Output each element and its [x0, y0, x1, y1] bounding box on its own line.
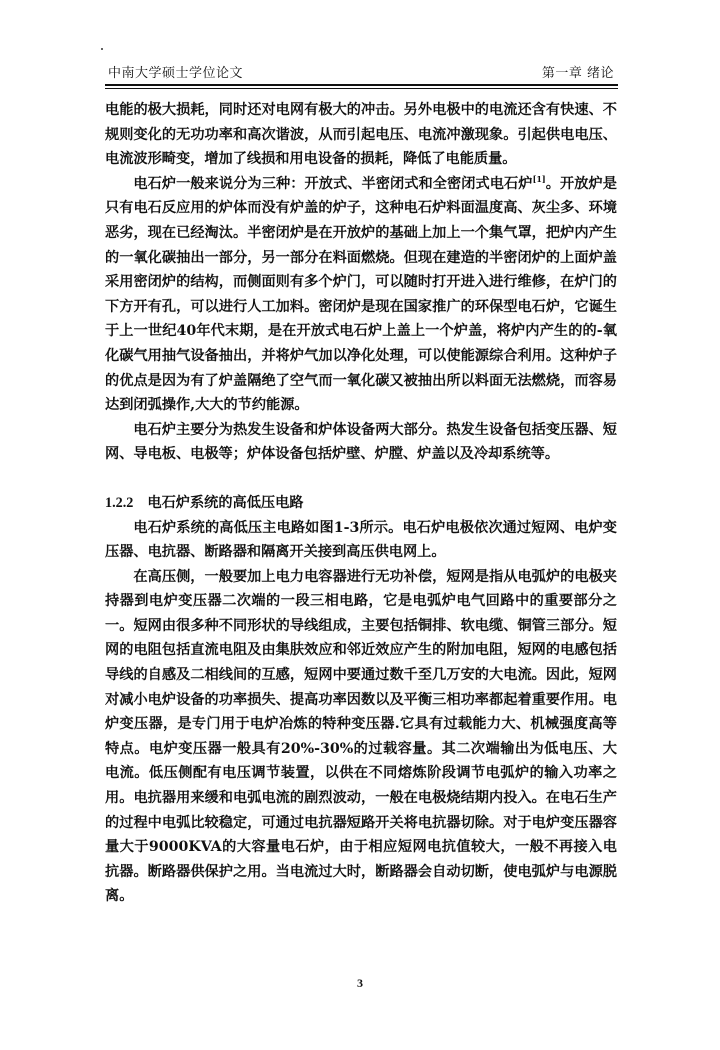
header-rule-thin — [105, 88, 618, 89]
page-number: 3 — [357, 976, 363, 990]
header-thesis-title: 中南大学硕士学位论文 — [108, 66, 244, 81]
body-text — [105, 98, 617, 909]
section-paragraph-2: 在高压侧，一般要加上电力电容器进行无功补偿，短网是指从电弧炉的电极夹持器到电炉变压器二次端的一段三相电路，它是电弧炉电气回路中的重要部分之一。短网由很多种不同形状的导线组成，主要包括铜排、软电缆、铜管三部分。短网的电阻包括直流电阻及由集肤效应和邻近效应产生的附加电阻，短网的电感包括导线的自感及二相线间的互感，短网中要通过数千至几万安的大电流。因此，短网对减小电炉设备的功率损失、提高功率因数以及平衡三相功率都起着重要作用。电炉变压器，是专门用于电炉冶炼的特种变压器.它具有过载能力大、机械强度高等特点。电炉变压器一般具有20%-30%的过载容量。其二次端输出为低电压、大电流。低压侧配有电压调节装置，以供在不同熔炼阶段调节电弧炉的输入功率之用。电抗器用来缓和电弧电流的剧烈波动，一般在电极烧结期内投入。在电石生产的过程中电弧比较稳定，可通过电抗器短路开关将电抗器切除。对于电炉变压器容量大于9000KVA的大容量电石炉，由于相应短网电抗值较大，一般不再接入电抗器。断路器供保护之用。当电流过大时，断路器会自动切断，使电弧炉与电源脱离。 — [105, 568, 617, 905]
scan-speck — [101, 48, 103, 50]
paragraph-3: 电石炉主要分为热发生设备和炉体设备两大部分。热发生设备包括变压器、短网、导电板、电极等；炉体设备包括炉壁、炉膛、炉盖以及冷却系统等。 — [105, 421, 617, 463]
section-spacer — [105, 467, 617, 491]
section-title: 电石炉系统的高低压电路 — [147, 494, 304, 511]
section-paragraph-1: 电石炉系统的高低压主电路如图1-3所示。电石炉电极依次通过短网、电炉变压器、电抗器、断路器和隔离开关接到高压供电网上。 — [105, 519, 617, 561]
running-header — [105, 62, 618, 82]
paragraph-1: 电能的极大损耗，同时还对电网有极大的冲击。另外电极中的电流还含有快速、不规则变化的无功功率和高次谐波，从而引起电压、电流冲激现象。引起供电电压、电流波形畸变，增加了线损和用电设备的损耗，降低了电能质量。 — [105, 102, 617, 168]
paragraph-2-lead: 电石炉一般来说分为三种：开放式、半密闭式和全密闭式电石炉 — [133, 175, 533, 192]
section-number: 1.2.2 — [105, 494, 134, 511]
header-rule-thick — [105, 84, 618, 86]
paragraph-2 — [105, 172, 617, 418]
citation-marker: [1] — [532, 173, 546, 184]
paragraph-2-body: 。开放炉是只有电石反应用的炉体而没有炉盖的炉子，这种电石炉料面温度高、灰尘多、环境恶劣，现在已经淘汰。半密闭炉是在开放炉的基础上加上一个集气罩，把炉内产生的一氧化碳抽出一部分，另一部分在料面燃烧。但现在建造的半密闭炉的上面炉盖采用密闭炉的结构，而侧面则有多个炉门，可以随时打开进入进行维修，在炉门的下方开有孔，可以进行人工加料。密闭炉是现在国家推广的环保型电石炉，它诞生于上一世纪40年代末期，是在开放式电石炉上盖上一个炉盖，将炉内产生的的-氧化碳气用抽气设备抽出，并将炉气加以净化处理，可以使能源综合利用。这种炉子的优点是因为有了炉盖隔绝了空气而一氧化碳又被抽出所以料面无法燃烧，而容易达到闭弧操作,大大的节约能源。 — [105, 175, 617, 414]
section-heading — [105, 491, 617, 516]
header-chapter-title: 第一章 绪论 — [541, 66, 614, 81]
